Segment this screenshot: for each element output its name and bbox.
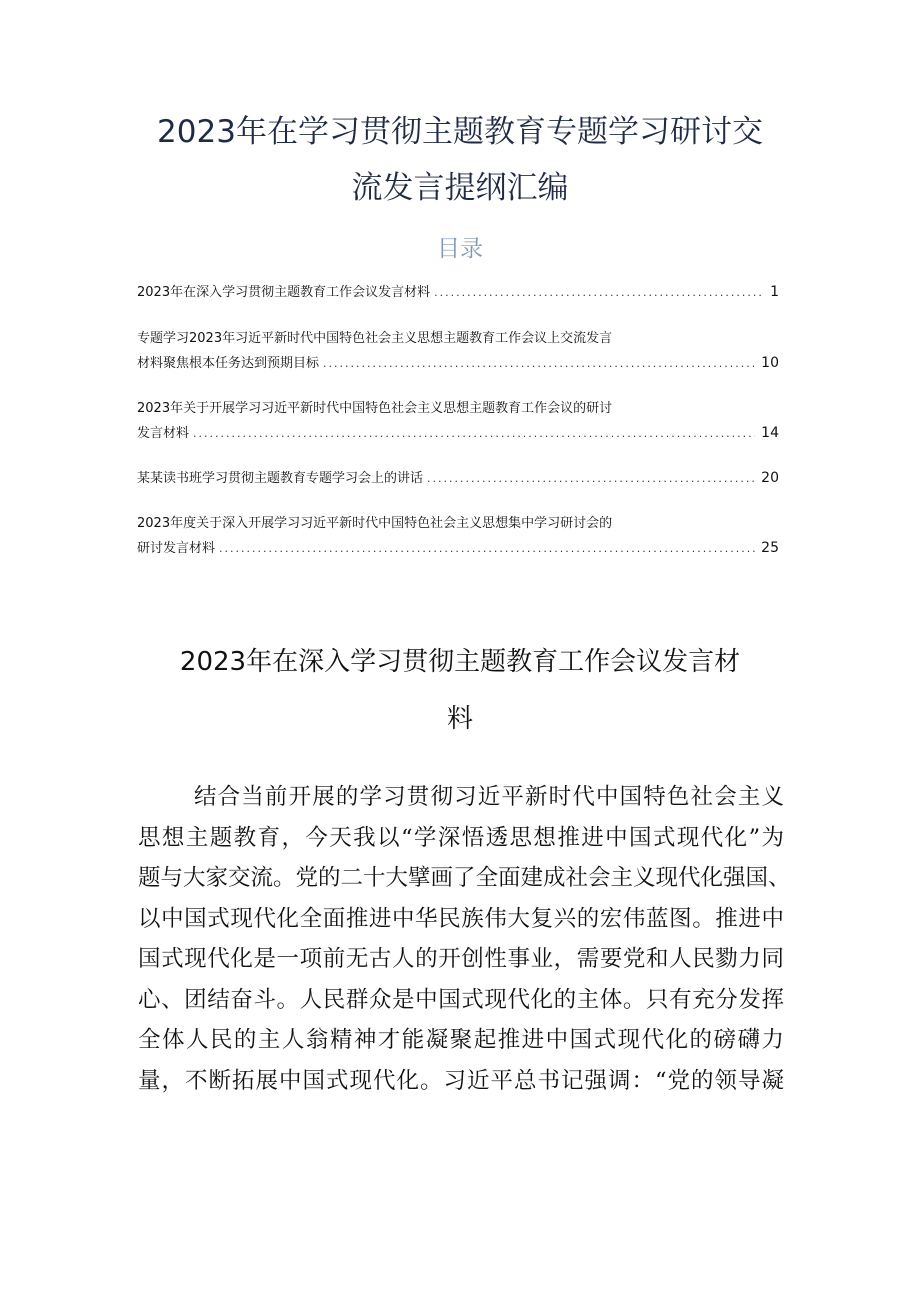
toc-page-number: 25 bbox=[761, 540, 779, 556]
toc-entry[interactable] bbox=[137, 466, 779, 491]
toc-line bbox=[137, 466, 779, 491]
toc-page-number: 20 bbox=[761, 470, 779, 486]
toc-leader-dots bbox=[219, 536, 755, 561]
paragraph-line: 题与大家交流。党的二十大擘画了全面建成社会主义现代化强国、 bbox=[138, 865, 791, 891]
toc-entry[interactable] bbox=[137, 396, 779, 446]
toc-page-number: 10 bbox=[761, 355, 779, 371]
toc-leader-dots bbox=[427, 466, 755, 491]
paragraph-line: 结合当前开展的学习贯彻习近平新时代中国特色社会主义 bbox=[194, 784, 784, 810]
document-title bbox=[100, 104, 820, 216]
toc-entry[interactable] bbox=[137, 280, 779, 305]
paragraph-line: 全体人民的主人翁精神才能凝聚起推进中国式现代化的磅礴力 bbox=[138, 1027, 784, 1053]
toc-leader-dots bbox=[434, 280, 764, 305]
toc-entry-title[interactable]: 某某读书班学习贯彻主题教育专题学习会上的讲话 bbox=[137, 471, 424, 486]
toc-leader-dots bbox=[323, 351, 755, 376]
paragraph-line: 以中国式现代化全面推进中华民族伟大复兴的宏伟蓝图。推进中 bbox=[138, 905, 784, 932]
section-title bbox=[120, 634, 800, 748]
toc-entry-title-cont[interactable]: 研讨发言材料 bbox=[137, 541, 216, 556]
toc-entry[interactable] bbox=[137, 511, 779, 561]
paragraph-line: 思想主题教育，今天我以“学深悟透思想推进中国式现代化”为 bbox=[138, 824, 784, 851]
toc-entry-title[interactable]: 2023年在深入学习贯彻主题教育工作会议发言材料 bbox=[137, 285, 431, 300]
toc-line bbox=[137, 536, 779, 561]
toc-entry-title-cont[interactable]: 发言材料 bbox=[137, 426, 190, 441]
paragraph-line: 心、团结奋斗。人民群众是中国式现代化的主体。只有充分发挥 bbox=[138, 986, 784, 1013]
paragraph-line: 量，不断拓展中国式现代化。习近平总书记强调：“党的领导凝 bbox=[138, 1067, 784, 1094]
toc-entry-title[interactable]: 专题学习2023年习近平新时代中国特色社会主义思想主题教育工作会议上交流发言 bbox=[137, 331, 613, 346]
section-title-line: 2023年在深入学习贯彻主题教育工作会议发言材 bbox=[179, 647, 741, 677]
toc-entry-title[interactable]: 2023年关于开展学习习近平新时代中国特色社会主义思想主题教育工作会议的研讨 bbox=[137, 401, 613, 416]
toc-leader-dots bbox=[193, 421, 755, 446]
toc-heading: 目录 bbox=[437, 236, 483, 262]
toc-entry[interactable] bbox=[137, 326, 779, 376]
document-title-line: 流发言提纲汇编 bbox=[351, 170, 569, 206]
toc-line bbox=[137, 280, 779, 305]
toc-entry-title[interactable]: 2023年度关于深入开展学习习近平新时代中国特色社会主义思想集中学习研讨会的 bbox=[137, 516, 613, 531]
toc-page-number: 14 bbox=[761, 425, 779, 441]
toc-line bbox=[137, 421, 779, 446]
toc-entry-title-cont[interactable]: 材料聚焦根本任务达到预期目标 bbox=[137, 356, 320, 371]
toc-line bbox=[137, 351, 779, 376]
toc-page-number: 1 bbox=[770, 284, 779, 300]
paragraph-line: 国式现代化是一项前无古人的开创性事业，需要党和人民勠力同 bbox=[138, 946, 784, 972]
table-of-contents bbox=[137, 280, 779, 561]
body-paragraph bbox=[138, 777, 791, 1101]
section-title-line: 料 bbox=[446, 704, 473, 734]
document-title-line: 2023年在学习贯彻主题教育专题学习研讨交 bbox=[157, 114, 763, 150]
